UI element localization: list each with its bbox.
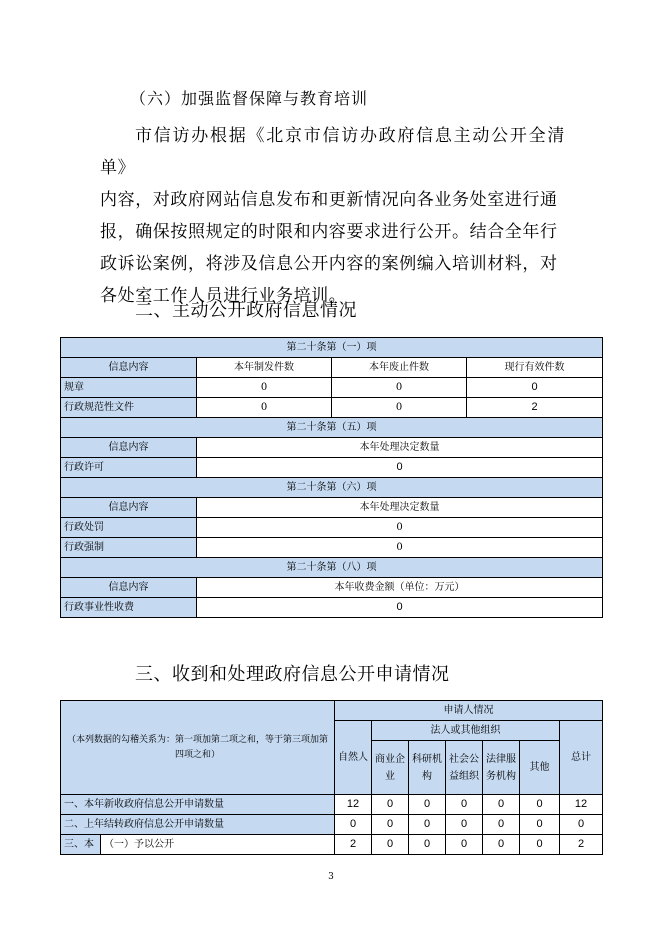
table-row [61, 458, 603, 478]
body-paragraph [100, 120, 565, 312]
row-label: 行政事业性收费 [61, 598, 197, 618]
cell-value: 0 [372, 815, 409, 835]
cell-value: 0 [409, 835, 446, 855]
cell-value: 0 [335, 815, 372, 835]
table-row [61, 835, 603, 855]
column-header: 其他 [520, 741, 560, 795]
row-label: 三、本 [61, 835, 101, 855]
cell-value: 12 [560, 795, 603, 815]
cell-value: 0 [483, 795, 520, 815]
cell-value: 0 [520, 835, 560, 855]
row-label: 规章 [61, 378, 197, 398]
cell-value: 0 [446, 795, 483, 815]
column-header: 本年废止件数 [332, 358, 467, 378]
cell-value: 0 [197, 398, 332, 418]
legal-org-header: 法人或其他组织 [372, 721, 560, 741]
column-header: 本年处理决定数量 [197, 498, 603, 518]
cell-value: 12 [335, 795, 372, 815]
table-section-title: 第二十条第（八）项 [61, 558, 603, 578]
cell-value: 0 [467, 378, 603, 398]
page-number: 3 [328, 872, 334, 882]
column-header: 信息内容 [61, 578, 197, 598]
cell-value: 0 [520, 815, 560, 835]
section-title-3: 三、收到和处理政府信息公开申请情况 [135, 664, 450, 685]
row-label: 行政规范性文件 [61, 398, 197, 418]
table-row [61, 378, 603, 398]
paragraph-line: 内容，对政府网站信息发布和更新情况向各业务处室进行通 [100, 190, 558, 210]
cell-value: 0 [483, 835, 520, 855]
row-label: 行政强制 [61, 538, 197, 558]
table-row [61, 538, 603, 558]
table-section-title: 第二十条第（五）项 [61, 418, 603, 438]
column-header: 信息内容 [61, 438, 197, 458]
row-label: 二、上年结转政府信息公开申请数量 [61, 815, 335, 835]
cell-value: 0 [560, 815, 603, 835]
cell-value: 2 [467, 398, 603, 418]
column-header: 科研机构 [409, 741, 446, 795]
cell-value: 0 [372, 795, 409, 815]
column-header: 社会公益组织 [446, 741, 483, 795]
column-header: 现行有效件数 [467, 358, 603, 378]
table-row [61, 598, 603, 618]
cell-value: 0 [483, 815, 520, 835]
application-table [60, 700, 603, 855]
applicant-header: 申请人情况 [335, 701, 603, 721]
cell-value: 0 [197, 598, 603, 618]
column-header: 本年处理决定数量 [197, 438, 603, 458]
row-label: 行政许可 [61, 458, 197, 478]
table-row [61, 398, 603, 418]
cell-value: 2 [335, 835, 372, 855]
cell-value: 0 [197, 538, 603, 558]
natural-person-header: 自然人 [335, 721, 372, 795]
cell-value: 0 [332, 398, 467, 418]
paragraph-line: 市信访办根据《北京市信访办政府信息主动公开全清单》 [100, 126, 565, 178]
table-row [61, 795, 603, 815]
column-header: 商业企业 [372, 741, 409, 795]
table-row [61, 518, 603, 538]
paragraph-line: 各处室工作人员进行业务培训。 [100, 286, 347, 306]
cell-value: 0 [520, 795, 560, 815]
column-header: 信息内容 [61, 358, 197, 378]
proactive-disclosure-table [60, 337, 603, 618]
cell-value: 0 [197, 378, 332, 398]
section-heading-6: （六）加强监督保障与教育培训 [130, 89, 369, 108]
row-sublabel: （一）予以公开 [101, 835, 335, 855]
table-section-title: 第二十条第（一）项 [61, 338, 603, 358]
column-header: 本年收费金额（单位：万元） [197, 578, 603, 598]
column-header: 本年制发件数 [197, 358, 332, 378]
paragraph-line: 报，确保按照规定的时限和内容要求进行公开。结合全年行 [100, 222, 558, 242]
cell-value: 0 [197, 518, 603, 538]
cell-value: 2 [560, 835, 603, 855]
table-row [61, 815, 603, 835]
table-note: （本列数据的勾稽关系为：第一项加第二项之和，等于第三项加第四项之和） [61, 701, 335, 795]
cell-value: 0 [332, 378, 467, 398]
row-label: 一、本年新收政府信息公开申请数量 [61, 795, 335, 815]
section-title-2: 二、主动公开政府信息情况 [135, 300, 357, 321]
paragraph-line: 政诉讼案例，将涉及信息公开内容的案例编入培训材料，对 [100, 254, 558, 274]
cell-value: 0 [446, 815, 483, 835]
cell-value: 0 [409, 815, 446, 835]
column-header: 信息内容 [61, 498, 197, 518]
cell-value: 0 [409, 795, 446, 815]
row-label: 行政处罚 [61, 518, 197, 538]
cell-value: 0 [372, 835, 409, 855]
cell-value: 0 [446, 835, 483, 855]
table-section-title: 第二十条第（六）项 [61, 478, 603, 498]
column-header: 法律服务机构 [483, 741, 520, 795]
cell-value: 0 [197, 458, 603, 478]
total-header: 总计 [560, 721, 603, 795]
